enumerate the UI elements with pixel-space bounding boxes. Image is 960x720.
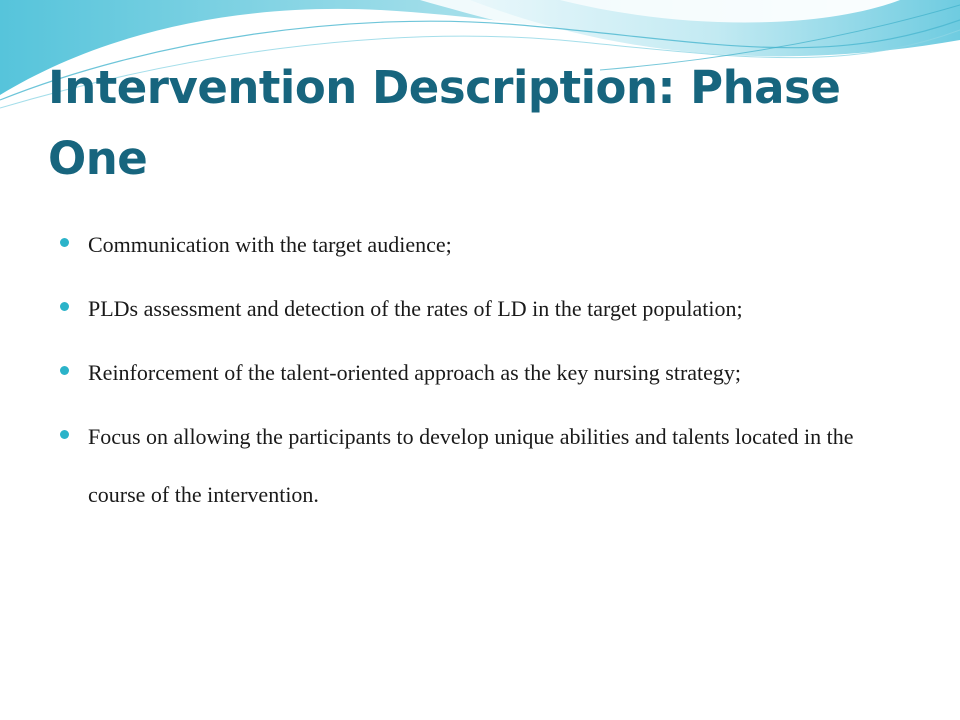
bullet-text: Reinforcement of the talent-oriented approach as the key nursing strategy; [88, 360, 742, 385]
bullet-item [60, 408, 880, 524]
bullet-item [60, 344, 880, 402]
bullet-dot-icon [60, 302, 69, 311]
bullet-list [60, 216, 880, 530]
bullet-text: Focus on allowing the participants to develop unique abilities and talents located in the course of the intervention. [88, 424, 854, 507]
bullet-text: PLDs assessment and detection of the rates of LD in the target population; [88, 296, 743, 321]
bullet-text: Communication with the target audience; [88, 232, 452, 257]
bullet-dot-icon [60, 430, 69, 439]
bullet-dot-icon [60, 366, 69, 375]
bullet-item [60, 280, 880, 338]
bullet-dot-icon [60, 238, 69, 247]
bullet-item [60, 216, 880, 274]
slide-title: Intervention Description: Phase One [48, 61, 841, 185]
